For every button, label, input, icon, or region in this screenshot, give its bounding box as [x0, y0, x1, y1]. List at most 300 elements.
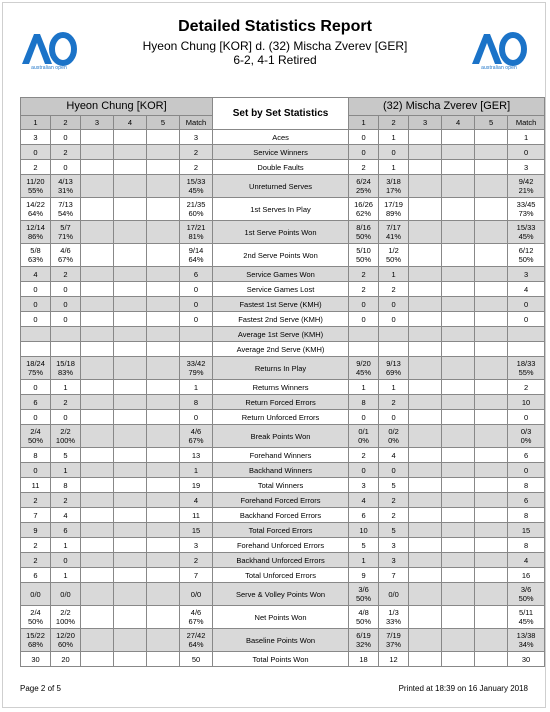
player1-value-cell: [180, 395, 213, 410]
player2-value-cell: [409, 538, 442, 553]
player1-value-cell: [81, 380, 114, 395]
player2-value-cell: [442, 395, 475, 410]
stat-row: [21, 342, 545, 357]
player1-value-cell: [180, 357, 213, 380]
player2-value-cell: [409, 448, 442, 463]
printed-timestamp: Printed at 18:39 on 16 January 2018: [398, 684, 528, 693]
stat-row: [21, 652, 545, 667]
stat-row: [21, 493, 545, 508]
player2-value-cell: [508, 145, 545, 160]
player2-value-cell: [379, 130, 409, 145]
player1-value-cell: [51, 478, 81, 493]
stat-row: [21, 380, 545, 395]
player1-value-cell: [81, 267, 114, 282]
player1-value-cell: [147, 357, 180, 380]
stat-label: Double Faults: [213, 160, 349, 175]
player1-value-cell: [114, 198, 147, 221]
stat-label: Unreturned Serves: [213, 175, 349, 198]
player1-value-cell: [114, 342, 147, 357]
player1-value-cell: [114, 145, 147, 160]
player1-value-line: 0: [63, 299, 68, 309]
player1-value-line: 2/4: [30, 608, 41, 617]
player1-value-cell: [21, 606, 51, 629]
player1-value-line: 33/42: [186, 359, 206, 368]
player2-value-cell: [349, 342, 379, 357]
player2-value-cell: [442, 583, 475, 606]
player1-value-cell: [21, 130, 51, 145]
player1-value-cell: [147, 425, 180, 448]
player1-value-cell: [51, 606, 81, 629]
player1-value-line: 1: [63, 570, 68, 580]
player1-set-header-4: 4: [114, 116, 147, 130]
player2-value-cell: [379, 282, 409, 297]
stat-label: Net Points Won: [213, 606, 349, 629]
player1-value-cell: [180, 267, 213, 282]
player2-value-cell: [508, 380, 545, 395]
player2-value-line: 10: [359, 525, 368, 535]
player2-value-line: 12: [389, 654, 398, 664]
stat-row: [21, 568, 545, 583]
player1-value-cell: [81, 538, 114, 553]
player2-value-line: 0/0: [388, 589, 399, 599]
player1-value-line: 12/14: [26, 223, 45, 232]
player1-value-cell: [21, 493, 51, 508]
player1-set-header-6: Match: [180, 116, 213, 130]
player2-value-line: 5: [391, 525, 396, 535]
player1-value-line: 63%: [27, 255, 43, 264]
player2-value-line: 4/8: [358, 608, 369, 617]
player2-value-cell: [349, 175, 379, 198]
player2-value-cell: [409, 652, 442, 667]
stat-row: [21, 538, 545, 553]
player2-value-cell: [475, 448, 508, 463]
player1-value-cell: [180, 523, 213, 538]
player1-value-cell: [81, 297, 114, 312]
player2-value-cell: [442, 160, 475, 175]
player2-value-line: 9: [361, 570, 366, 580]
player1-value-line: 50%: [27, 436, 43, 445]
player2-value-cell: [475, 160, 508, 175]
player2-value-cell: [442, 553, 475, 568]
player2-value-cell: [409, 395, 442, 410]
stat-label: 2nd Serve Points Won: [213, 244, 349, 267]
player2-value-cell: [349, 606, 379, 629]
player2-value-cell: [409, 357, 442, 380]
player2-value-line: 5: [391, 480, 396, 490]
player2-value-line: 17/19: [384, 200, 403, 209]
player1-value-line: 83%: [57, 368, 73, 377]
player1-value-cell: [180, 221, 213, 244]
player2-value-line: 2: [361, 162, 366, 172]
player1-value-cell: [180, 425, 213, 448]
stat-label: Forehand Unforced Errors: [213, 538, 349, 553]
player2-value-line: 45%: [518, 232, 534, 241]
player2-value-cell: [349, 652, 379, 667]
player2-value-line: 0: [523, 299, 529, 309]
player1-value-line: 60%: [57, 640, 73, 649]
player1-value-line: 1: [63, 465, 68, 475]
player1-value-line: 6: [193, 269, 199, 279]
player2-value-cell: [475, 244, 508, 267]
player2-value-cell: [379, 395, 409, 410]
player1-value-cell: [81, 342, 114, 357]
player2-value-cell: [475, 297, 508, 312]
player1-value-cell: [147, 282, 180, 297]
stat-row: [21, 583, 545, 606]
player2-value-cell: [379, 583, 409, 606]
player1-value-line: 0/0: [60, 589, 71, 599]
player1-value-cell: [21, 523, 51, 538]
stat-row: [21, 448, 545, 463]
logo-subtext: australian open: [481, 65, 517, 71]
player2-value-cell: [349, 282, 379, 297]
stat-row: [21, 463, 545, 478]
player1-value-cell: [180, 327, 213, 342]
player2-value-cell: [409, 267, 442, 282]
player1-value-line: 20: [61, 654, 70, 664]
player2-value-cell: [508, 198, 545, 221]
player1-value-line: 0: [33, 284, 38, 294]
player1-value-cell: [21, 553, 51, 568]
player2-value-cell: [442, 652, 475, 667]
player1-value-line: 2: [33, 540, 38, 550]
stat-label: Total Winners: [213, 478, 349, 493]
player2-value-line: 4: [391, 450, 396, 460]
player1-set-header-2: 2: [51, 116, 81, 130]
player1-value-cell: [114, 493, 147, 508]
stat-label: Fastest 2nd Serve (KMH): [213, 312, 349, 327]
player2-value-cell: [349, 583, 379, 606]
player2-value-cell: [349, 478, 379, 493]
player1-value-line: 6: [33, 570, 38, 580]
player1-value-line: 86%: [27, 232, 43, 241]
player1-value-line: 21/35: [186, 200, 206, 209]
player1-value-line: 11/20: [26, 177, 45, 186]
player2-value-cell: [409, 493, 442, 508]
player2-value-cell: [508, 130, 545, 145]
player1-value-cell: [51, 523, 81, 538]
player2-value-cell: [379, 568, 409, 583]
player1-value-line: 64%: [27, 209, 43, 218]
player1-value-line: 55%: [27, 186, 43, 195]
player2-value-cell: [475, 652, 508, 667]
player2-value-line: 13/38: [516, 631, 536, 640]
player1-value-cell: [81, 175, 114, 198]
player2-value-cell: [349, 145, 379, 160]
player1-value-cell: [147, 652, 180, 667]
player1-value-cell: [81, 327, 114, 342]
player2-value-cell: [409, 297, 442, 312]
player1-value-cell: [114, 478, 147, 493]
stat-row: [21, 606, 545, 629]
player1-value-line: 11: [192, 510, 200, 520]
stat-row: [21, 553, 545, 568]
player2-value-cell: [442, 523, 475, 538]
player1-value-cell: [21, 410, 51, 425]
stat-label: Aces: [213, 130, 349, 145]
player2-value-line: 55%: [518, 368, 534, 377]
player1-value-cell: [81, 312, 114, 327]
player2-value-line: 1: [391, 269, 396, 279]
stat-row: [21, 130, 545, 145]
player2-value-cell: [409, 523, 442, 538]
player2-value-cell: [379, 523, 409, 538]
player2-value-cell: [379, 312, 409, 327]
player2-value-cell: [442, 244, 475, 267]
player1-value-line: 15/18: [56, 359, 75, 368]
player1-value-cell: [180, 568, 213, 583]
player2-value-line: 7: [391, 570, 396, 580]
player2-value-line: 4: [523, 284, 529, 294]
stat-label: 1st Serve Points Won: [213, 221, 349, 244]
player1-value-cell: [147, 478, 180, 493]
player2-value-line: 8: [523, 510, 529, 520]
player2-value-cell: [442, 493, 475, 508]
player1-value-cell: [81, 606, 114, 629]
player1-value-cell: [81, 523, 114, 538]
player2-value-line: 6/12: [518, 246, 534, 255]
stat-row: [21, 523, 545, 538]
player1-value-cell: [180, 448, 213, 463]
player1-value-line: 0: [33, 412, 38, 422]
player2-value-cell: [475, 425, 508, 448]
player1-value-cell: [81, 145, 114, 160]
player2-value-cell: [409, 175, 442, 198]
player2-value-line: 0: [523, 412, 529, 422]
stat-label: Total Unforced Errors: [213, 568, 349, 583]
player1-value-cell: [21, 380, 51, 395]
player2-value-line: 6: [361, 510, 366, 520]
player1-value-cell: [51, 145, 81, 160]
player1-value-cell: [114, 463, 147, 478]
player2-value-cell: [508, 463, 545, 478]
player2-value-cell: [475, 629, 508, 652]
player2-value-cell: [379, 538, 409, 553]
player2-value-cell: [475, 267, 508, 282]
player1-value-cell: [51, 198, 81, 221]
player1-value-cell: [114, 508, 147, 523]
player1-value-cell: [180, 629, 213, 652]
player2-value-cell: [349, 244, 379, 267]
player1-value-cell: [147, 583, 180, 606]
player2-value-cell: [409, 282, 442, 297]
player2-value-line: 0/2: [388, 427, 399, 436]
player1-value-cell: [114, 160, 147, 175]
player2-value-cell: [349, 198, 379, 221]
player2-value-cell: [508, 342, 545, 357]
player2-value-line: 2: [523, 382, 529, 392]
player2-value-cell: [508, 652, 545, 667]
stat-label: Backhand Forced Errors: [213, 508, 349, 523]
player1-value-line: 2: [63, 495, 68, 505]
player1-value-cell: [114, 425, 147, 448]
player2-value-cell: [409, 410, 442, 425]
player1-value-line: 64%: [188, 640, 204, 649]
player2-value-cell: [379, 160, 409, 175]
stat-row: [21, 145, 545, 160]
player1-value-cell: [147, 175, 180, 198]
player1-value-line: 6: [33, 397, 38, 407]
player2-value-cell: [349, 523, 379, 538]
player1-value-line: 0: [193, 284, 199, 294]
player1-value-cell: [147, 160, 180, 175]
player1-value-cell: [21, 538, 51, 553]
player1-value-line: 7: [193, 570, 199, 580]
player1-value-line: 0: [33, 465, 38, 475]
player1-value-line: 8: [63, 480, 68, 490]
player2-value-cell: [442, 380, 475, 395]
player2-value-cell: [508, 448, 545, 463]
player2-set-header-4: 4: [442, 116, 475, 130]
player2-value-line: 8: [523, 480, 529, 490]
player1-value-cell: [21, 297, 51, 312]
set-by-set-header: Set by Set Statistics: [213, 98, 349, 130]
stat-row: [21, 312, 545, 327]
player1-value-cell: [81, 357, 114, 380]
player1-value-cell: [147, 297, 180, 312]
player1-value-cell: [21, 478, 51, 493]
player1-value-line: 0: [63, 555, 68, 565]
player1-value-cell: [51, 130, 81, 145]
player2-value-cell: [508, 508, 545, 523]
player2-value-cell: [475, 145, 508, 160]
player2-value-cell: [349, 160, 379, 175]
player1-name-header: Hyeon Chung [KOR]: [21, 98, 213, 116]
player2-value-cell: [409, 553, 442, 568]
player2-value-cell: [475, 282, 508, 297]
player1-value-cell: [147, 130, 180, 145]
player1-value-cell: [114, 380, 147, 395]
stat-label: Baseline Points Won: [213, 629, 349, 652]
player2-value-line: 4: [523, 555, 529, 565]
player2-value-line: 45%: [356, 368, 372, 377]
player2-value-line: 0: [523, 314, 529, 324]
player1-value-line: 0: [63, 162, 68, 172]
player2-set-header-3: 3: [409, 116, 442, 130]
stat-label: Service Winners: [213, 145, 349, 160]
player2-value-cell: [349, 410, 379, 425]
player1-value-cell: [114, 523, 147, 538]
player2-value-cell: [508, 629, 545, 652]
player2-value-cell: [475, 508, 508, 523]
player1-value-cell: [21, 327, 51, 342]
player2-value-cell: [508, 297, 545, 312]
page-number: Page 2 of 5: [20, 684, 61, 693]
player1-value-line: 100%: [55, 436, 76, 445]
player1-value-line: 11: [31, 480, 40, 490]
player1-value-line: 15/22: [26, 631, 45, 640]
player1-value-cell: [114, 629, 147, 652]
player1-value-line: 0: [63, 132, 68, 142]
player2-value-cell: [349, 357, 379, 380]
player2-value-cell: [442, 538, 475, 553]
player1-value-line: 67%: [188, 617, 204, 626]
stat-label: Average 2nd Serve (KMH): [213, 342, 349, 357]
player1-value-cell: [21, 342, 51, 357]
player1-value-cell: [81, 478, 114, 493]
player2-value-line: 0%: [388, 436, 399, 445]
player2-value-cell: [409, 380, 442, 395]
player1-value-cell: [147, 538, 180, 553]
player2-value-line: 6/19: [356, 631, 371, 640]
player2-value-cell: [508, 327, 545, 342]
player1-value-cell: [81, 425, 114, 448]
player2-value-cell: [349, 221, 379, 244]
player2-value-cell: [475, 478, 508, 493]
player2-value-cell: [508, 583, 545, 606]
statistics-body: [21, 130, 545, 667]
player2-value-cell: [508, 221, 545, 244]
stat-label: Service Games Lost: [213, 282, 349, 297]
player1-value-cell: [114, 327, 147, 342]
player2-value-line: 50%: [356, 617, 372, 626]
player2-value-cell: [409, 312, 442, 327]
player1-value-line: 0: [33, 299, 38, 309]
player2-value-line: 0/3: [520, 427, 532, 436]
player2-value-line: 0: [361, 132, 366, 142]
player2-value-cell: [349, 493, 379, 508]
player1-value-cell: [147, 629, 180, 652]
stat-label: Service Games Won: [213, 267, 349, 282]
player1-value-cell: [81, 448, 114, 463]
player2-value-line: 8/16: [356, 223, 371, 232]
player1-value-line: 45%: [188, 186, 204, 195]
player1-value-cell: [21, 175, 51, 198]
stat-row: [21, 508, 545, 523]
player1-value-cell: [147, 553, 180, 568]
player1-value-cell: [51, 553, 81, 568]
player2-value-cell: [349, 395, 379, 410]
player1-value-cell: [147, 463, 180, 478]
player1-value-line: 60%: [188, 209, 204, 218]
player2-value-line: 9/42: [518, 177, 534, 186]
player2-value-cell: [379, 410, 409, 425]
player2-value-cell: [349, 463, 379, 478]
player1-value-cell: [51, 297, 81, 312]
player2-value-cell: [475, 357, 508, 380]
stat-label: Total Forced Errors: [213, 523, 349, 538]
player1-value-cell: [21, 221, 51, 244]
player2-value-cell: [475, 606, 508, 629]
player1-value-line: 7: [33, 510, 38, 520]
player2-value-cell: [379, 342, 409, 357]
player2-value-cell: [379, 463, 409, 478]
player1-value-cell: [51, 538, 81, 553]
player1-value-line: 4: [193, 495, 199, 505]
player1-value-line: 0/0: [190, 589, 202, 599]
player2-name-header: (32) Mischa Zverev [GER]: [349, 98, 545, 116]
player1-value-line: 0: [193, 412, 199, 422]
player2-value-cell: [379, 267, 409, 282]
player2-value-cell: [475, 221, 508, 244]
player2-value-cell: [442, 130, 475, 145]
player1-value-line: 2: [193, 147, 199, 157]
player1-value-line: 0: [33, 314, 38, 324]
player1-value-line: 54%: [57, 209, 73, 218]
player2-value-line: 50%: [386, 255, 402, 264]
stat-row: [21, 410, 545, 425]
player1-value-cell: [147, 395, 180, 410]
player2-value-line: 2: [391, 284, 396, 294]
player2-value-cell: [475, 553, 508, 568]
player1-value-cell: [81, 463, 114, 478]
player1-value-cell: [21, 508, 51, 523]
player2-value-line: 0: [361, 147, 366, 157]
player2-value-cell: [508, 395, 545, 410]
player2-value-line: 1: [523, 132, 529, 142]
player2-value-cell: [508, 425, 545, 448]
stat-label: Backhand Winners: [213, 463, 349, 478]
